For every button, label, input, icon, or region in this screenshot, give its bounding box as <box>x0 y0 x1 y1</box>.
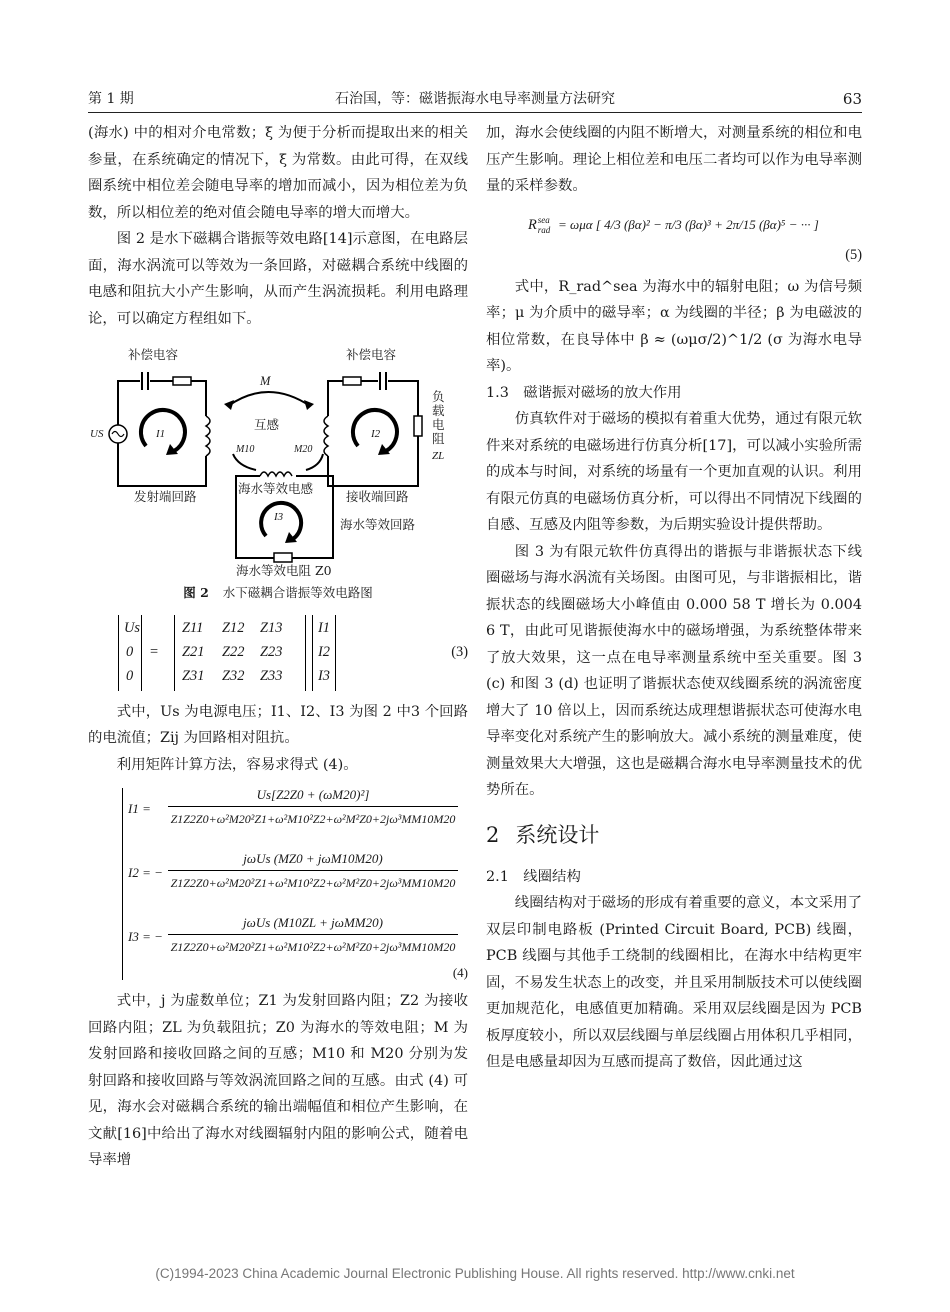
label-M10: M10 <box>236 444 255 455</box>
paragraph: 式中，j 为虚数单位；Z1 为发射回路内阻；Z2 为接收回路内阻；ZL 为负载阻抗；Z0 为海水的等效电阻；M 为发射回路和接收回路之间的互感；M10 和 M20 分别为发射回路和接收回路与等效涡流回路之间的互感。由式 (4) 可见，海水会对磁耦合系统的输出端幅值和相位产生影响，在文献[16]中给出了海水对线圈辐射内阻的影响公式，随着电导率增 <box>88 993 468 1168</box>
right-column <box>486 120 862 1076</box>
paragraph: (海水) 中的相对介电常数；ξ 为便于分析而提取出来的相关参量，在系统确定的情况下，ξ 为常数。由此可得，在双线圈系统中相位差会随电导率的增加而减小，因为相位差为负数，所以相位差的绝对值会随电导率的增大而增大。 <box>88 125 468 221</box>
equation-5 <box>486 204 862 270</box>
label-mutual: 互感 <box>254 417 280 432</box>
matrix-i2: I2 <box>318 643 330 660</box>
matrix-lhs-2: 0 <box>126 667 134 684</box>
matrix-z21: Z21 <box>182 643 205 660</box>
label-I2: I2 <box>371 428 381 440</box>
equation-4 <box>88 782 468 984</box>
subsection-heading: 1.3 磁谐振对磁场的放大作用 <box>486 384 682 401</box>
matrix-z12: Z12 <box>222 619 245 636</box>
paragraph: 式中，R_rad^sea 为海水中的辐射电阻；ω 为信号频率；μ 为介质中的磁导率；α 为线圈的半径；β 为电磁波的相位常数，在良导体中 β ≈ (ωμσ/2)^1/2 (σ 为海水电导率)。 <box>486 278 862 374</box>
matrix-z31: Z31 <box>182 667 205 684</box>
left-column <box>88 120 468 1174</box>
i3-den: Z1Z2Z0+ω²M20²Z1+ω²M10²Z2+ω²M²Z0+2jω³MM10M20 <box>170 940 456 954</box>
page-number: 63 <box>842 90 862 108</box>
issue-label: 第 1 期 <box>88 91 134 107</box>
figure-2-circuit <box>88 336 468 578</box>
label-tx: 发射端回路 <box>134 489 197 504</box>
label-comp-left: 补偿电容 <box>128 347 179 362</box>
equation-3: Us 0 0 = Z11 Z12 Z13 Z21 Z22 Z23 Z31 Z32 Z33 I1 I2 I3 (3) <box>88 615 468 695</box>
label-load: 负载电阻 <box>432 389 445 446</box>
paragraph: 图 3 为有限元软件仿真得出的谐振与非谐振状态下线圈磁场与海水涡流有关场图。由图可见，与非谐振相比，谐振状态的线圈磁场大小峰值由 0.000 58 T 增长为 0.004 6 T，由此可见谐振使海水中的磁场增强，为系统整体带来了放大效果，这一点在电导率测量系统中至关重要。图 3 (c) 和图 3 (d) 也证明了谐振状态使双线圈系统的涡流密度增大了 10 倍以上，因而系统达成理想谐振状态可使海水电导率变化对系统产生的影响放大。减小系统的测量难度，使测量效果大大增强，这也是磁耦合海水电导率测量技术的优势所在。 <box>486 543 862 798</box>
paragraph: 式中，Us 为电源电压；I1、I2、I3 为图 2 中3 个回路的电流值；Zij 为回路相对阻抗。 <box>88 703 469 746</box>
matrix-z11: Z11 <box>182 619 204 636</box>
paragraph: 加，海水会使线圈的内阻不断增大，对测量系统的相位和电压产生影响。理论上相位差和电压二者均可以作为电导率测量的采样参数。 <box>486 125 862 194</box>
i2-lhs: I2 = − <box>128 865 163 880</box>
label-sea-loop: 海水等效回路 <box>340 517 416 532</box>
matrix-lhs-0: Us <box>124 619 140 636</box>
paragraph: 图 2 是水下磁耦合谐振等效电路[14]示意图，在电路层面，海水涡流可以等效为一条回路，对磁耦合系统中线圈的电感和阻抗大小产生影响，从而产生涡流损耗。利用电路理论，可以确定方程组如下。 <box>88 231 468 327</box>
section-title: 系统设计 <box>515 822 600 847</box>
section-heading <box>486 820 862 850</box>
matrix-z22: Z22 <box>222 643 245 660</box>
caption-text: 水下磁耦合谐振等效电路图 <box>222 585 373 600</box>
i2-den: Z1Z2Z0+ω²M20²Z1+ω²M10²Z2+ω²M²Z0+2jω³MM10M20 <box>170 876 456 890</box>
figure-caption <box>88 580 468 607</box>
matrix-z13: Z13 <box>260 619 283 636</box>
label-comp-right: 补偿电容 <box>346 347 397 362</box>
caption-number: 图 2 <box>183 585 209 600</box>
eq5-sup: sea <box>537 215 550 226</box>
paragraph: 利用矩阵计算方法，容易求得式 (4)。 <box>116 756 358 773</box>
matrix-z33: Z33 <box>260 667 283 684</box>
header-rule <box>88 112 862 113</box>
i1-num: Us[Z2Z0 + (ωM20)²] <box>256 787 370 802</box>
label-I1: I1 <box>156 428 166 440</box>
circuit-diagram <box>88 336 468 578</box>
label-rx: 接收端回路 <box>346 489 409 504</box>
copyright-footer: (C)1994-2023 China Academic Journal Electronic Publishing House. All rights reserved. http://www.cnki.net <box>155 1266 795 1281</box>
i1-den: Z1Z2Z0+ω²M20²Z1+ω²M10²Z2+ω²M²Z0+2jω³MM10M20 <box>170 812 456 826</box>
matrix-z32: Z32 <box>222 667 245 684</box>
section-number: 2 <box>486 822 500 847</box>
i3-lhs: I3 = − <box>128 929 163 944</box>
i1-lhs: I1 = <box>128 801 151 816</box>
i2-num: jωUs (MZ0 + jωM10M20) <box>243 851 383 866</box>
matrix-i3: I3 <box>318 667 330 684</box>
label-M: M <box>260 374 271 388</box>
eq5-R: R <box>528 216 537 233</box>
label-sea-L: 海水等效电感 <box>238 481 314 496</box>
matrix-i1: I1 <box>318 619 330 636</box>
eq5-sub: rad <box>537 225 551 236</box>
subsection-heading: 2.1 线圈结构 <box>486 868 581 885</box>
i3-num: jωUs (M10ZL + jωMM20) <box>243 915 383 930</box>
paragraph: 线圈结构对于磁场的形成有着重要的意义，本文采用了双层印制电路板 (Printed Circuit Board, PCB) 线圈，PCB 线圈与其他手工绕制的线圈相比，在海水中结构更牢固，不易发生状态上的改变，并且采用制版技术可以使线圈更加规范化，电感值更加精确。采用双层线圈是因为 PCB 板厚度较小，所以双层线圈与单层线圈占用体积几乎相同，但是电感量却因为互感而提高了数倍，因此通过这 <box>486 895 862 1070</box>
equation-number: (3) <box>451 643 468 660</box>
matrix-lhs-1: 0 <box>126 643 134 660</box>
label-ZL: ZL <box>432 450 445 462</box>
label-I3: I3 <box>274 511 284 523</box>
matrix-z23: Z23 <box>260 643 283 660</box>
label-sea-R: 海水等效电阻 Z0 <box>236 563 332 578</box>
equation-number: (4) <box>452 965 468 980</box>
eq5-rhs: = ωμα [ 4/3 (βα)² − π/3 (βα)³ + 2π/15 (βα)⁵ − ··· ] <box>558 216 819 232</box>
running-title: 石治国，等：磁谐振海水电导率测量方法研究 <box>335 91 615 107</box>
equation-number: (5) <box>845 246 862 263</box>
label-M20: M20 <box>294 444 313 455</box>
paragraph: 仿真软件对于磁场的模拟有着重大优势，通过有限元软件来对系统的电磁场进行仿真分析[17]，可以减小实验所需的成本与时间，对系统的场量有一个更加直观的认识。利用有限元仿真的电磁场仿真分析，可以得出不同情况下线圈的自感、互感及内阻等参数，为后期实验设计提供帮助。 <box>486 411 862 533</box>
label-Us: US <box>90 428 104 440</box>
page-header <box>88 88 862 112</box>
